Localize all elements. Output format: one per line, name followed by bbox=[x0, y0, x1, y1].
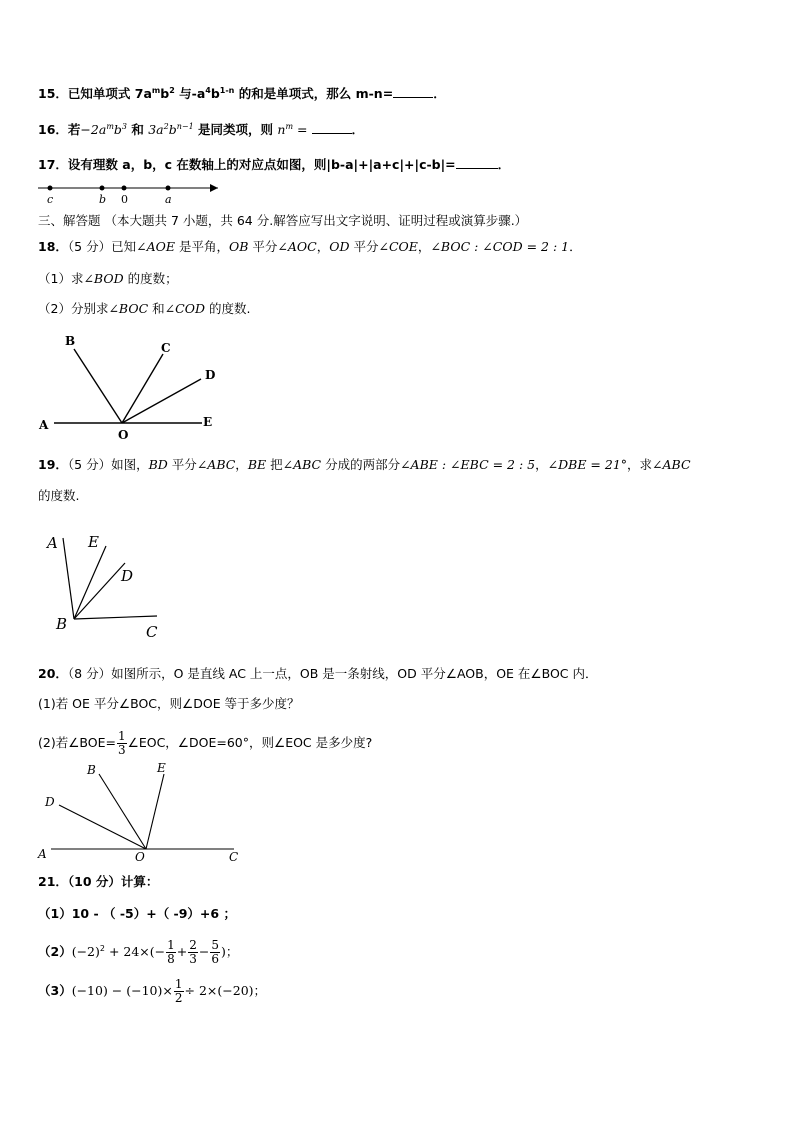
label-A: A bbox=[38, 847, 47, 861]
question-21-part-2: $(2)(-2)^2 + 24\times(-$ $\frac{1}{8}$ + $\frac{2}{3}$ − $\frac{5}{6}$ )； bbox=[38, 938, 239, 967]
question-number: 16． bbox=[38, 122, 68, 138]
label-O: O bbox=[118, 428, 129, 442]
question-16: 16．若$-2a^mb^3$ 和 $3a^2b^{n-1}$ 是同类项，则 $n^m$ = ． bbox=[38, 122, 365, 138]
question-18-part-2: （2）分别求∠BOC 和∠COD 的度数. bbox=[38, 301, 251, 316]
label-B: B bbox=[87, 763, 96, 777]
fraction-2-3: $\frac{2}{3}$ bbox=[189, 938, 197, 967]
point-c bbox=[48, 186, 53, 191]
ray-ob bbox=[99, 774, 146, 849]
angle-figure-19 bbox=[44, 530, 174, 642]
question-17: 17．设有理数 a，b，c 在数轴上的对应点如图，则|b-a|+|a+c|+|c-b|= ． bbox=[38, 157, 511, 172]
question-18-part-1: （1）求∠BOD 的度数； bbox=[38, 271, 178, 286]
question-21: 21．（10 分）计算： bbox=[38, 874, 159, 889]
angle-figure-20 bbox=[36, 760, 246, 868]
label-C: C bbox=[146, 623, 158, 641]
label-E: E bbox=[157, 761, 166, 775]
ray-od bbox=[122, 379, 201, 423]
label-O: O bbox=[135, 850, 145, 864]
ray-be bbox=[74, 546, 106, 619]
question-21-part-3: （3）(−10) − (−10)× $\frac{1}{2}$ ÷ 2×(−20)； bbox=[38, 977, 267, 1005]
label-D: D bbox=[205, 368, 216, 382]
fraction-5-6: $\frac{5}{6}$ bbox=[211, 938, 220, 967]
label-D: D bbox=[45, 795, 55, 809]
label-D: D bbox=[121, 567, 134, 585]
question-number: 20． bbox=[38, 666, 68, 681]
question-20: 20．（8 分）如图所示，O 是直线 AC 上一点，OB 是一条射线，OD 平分∠AOB，OE 在∠BOC 内． bbox=[38, 666, 598, 681]
section-heading: 三、解答题 （本大题共 7 小题，共 64 分.解答应写出文字说明、证明过程或演算步骤.） bbox=[38, 213, 528, 228]
label-A: A bbox=[47, 534, 58, 552]
question-15: 15．已知单项式 $7a^mb^2$ 与$-a^4b^{1-n}$ 的和是单项式，那么 m-n= ． bbox=[38, 86, 446, 102]
answer-blank[interactable] bbox=[393, 85, 433, 98]
point-zero bbox=[122, 186, 127, 191]
fraction-one-third: $\frac{1}{3}$ bbox=[117, 729, 126, 757]
question-number: 18． bbox=[38, 239, 68, 254]
ray-bd bbox=[74, 563, 125, 619]
label-b: b bbox=[99, 193, 107, 206]
question-20-part-2: (2)若∠BOE= $\frac{1}{3}$ ∠EOC，∠DOE=60°，则∠EOC 是多少度? bbox=[38, 729, 373, 757]
answer-blank[interactable] bbox=[312, 121, 352, 134]
ray-ba bbox=[63, 538, 74, 619]
question-18: 18．（5 分）已知∠AOE 是平角，OB 平分∠AOC，OD 平分∠COE，∠BOC : ∠COD = 2 : 1． bbox=[38, 239, 582, 254]
fraction-1-8: $\frac{1}{8}$ bbox=[167, 938, 175, 967]
label-E: E bbox=[88, 533, 99, 551]
question-number: 15． bbox=[38, 86, 68, 102]
question-21-part-1: （1）10 - （ -5）+（ -9）+6 ； bbox=[38, 906, 236, 921]
ray-oc bbox=[122, 354, 163, 423]
question-19-line-2: 的度数. bbox=[38, 488, 80, 503]
ray-oe bbox=[146, 774, 164, 849]
fraction-1-2: $\frac{1}{2}$ bbox=[174, 977, 183, 1005]
question-number: 21． bbox=[38, 874, 68, 889]
number-line-figure bbox=[38, 180, 228, 208]
label-E: E bbox=[203, 415, 213, 429]
label-C: C bbox=[229, 850, 239, 864]
label-zero: 0 bbox=[121, 193, 128, 206]
point-a bbox=[166, 186, 171, 191]
label-a: a bbox=[165, 193, 172, 206]
label-c: c bbox=[47, 193, 54, 206]
question-19: 19．（5 分）如图，BD 平分∠ABC，BE 把∠ABC 分成的两部分∠ABE : ∠EBC = 2 : 5，∠DBE = 21°，求∠ABC bbox=[38, 457, 691, 472]
point-b bbox=[100, 186, 105, 191]
label-A: A bbox=[39, 418, 49, 432]
label-C: C bbox=[161, 341, 171, 355]
label-B: B bbox=[65, 334, 76, 348]
ray-ob bbox=[74, 349, 122, 423]
question-number: 19． bbox=[38, 457, 68, 472]
ray-bc bbox=[74, 616, 157, 619]
arrow-icon bbox=[210, 184, 218, 192]
angle-figure-18 bbox=[36, 332, 226, 444]
question-20-part-1: (1)若 OE 平分∠BOC，则∠DOE 等于多少度？ bbox=[38, 696, 300, 711]
question-number: 17． bbox=[38, 157, 68, 172]
answer-blank[interactable] bbox=[456, 156, 498, 169]
label-B: B bbox=[56, 615, 68, 633]
ray-od bbox=[59, 805, 146, 849]
